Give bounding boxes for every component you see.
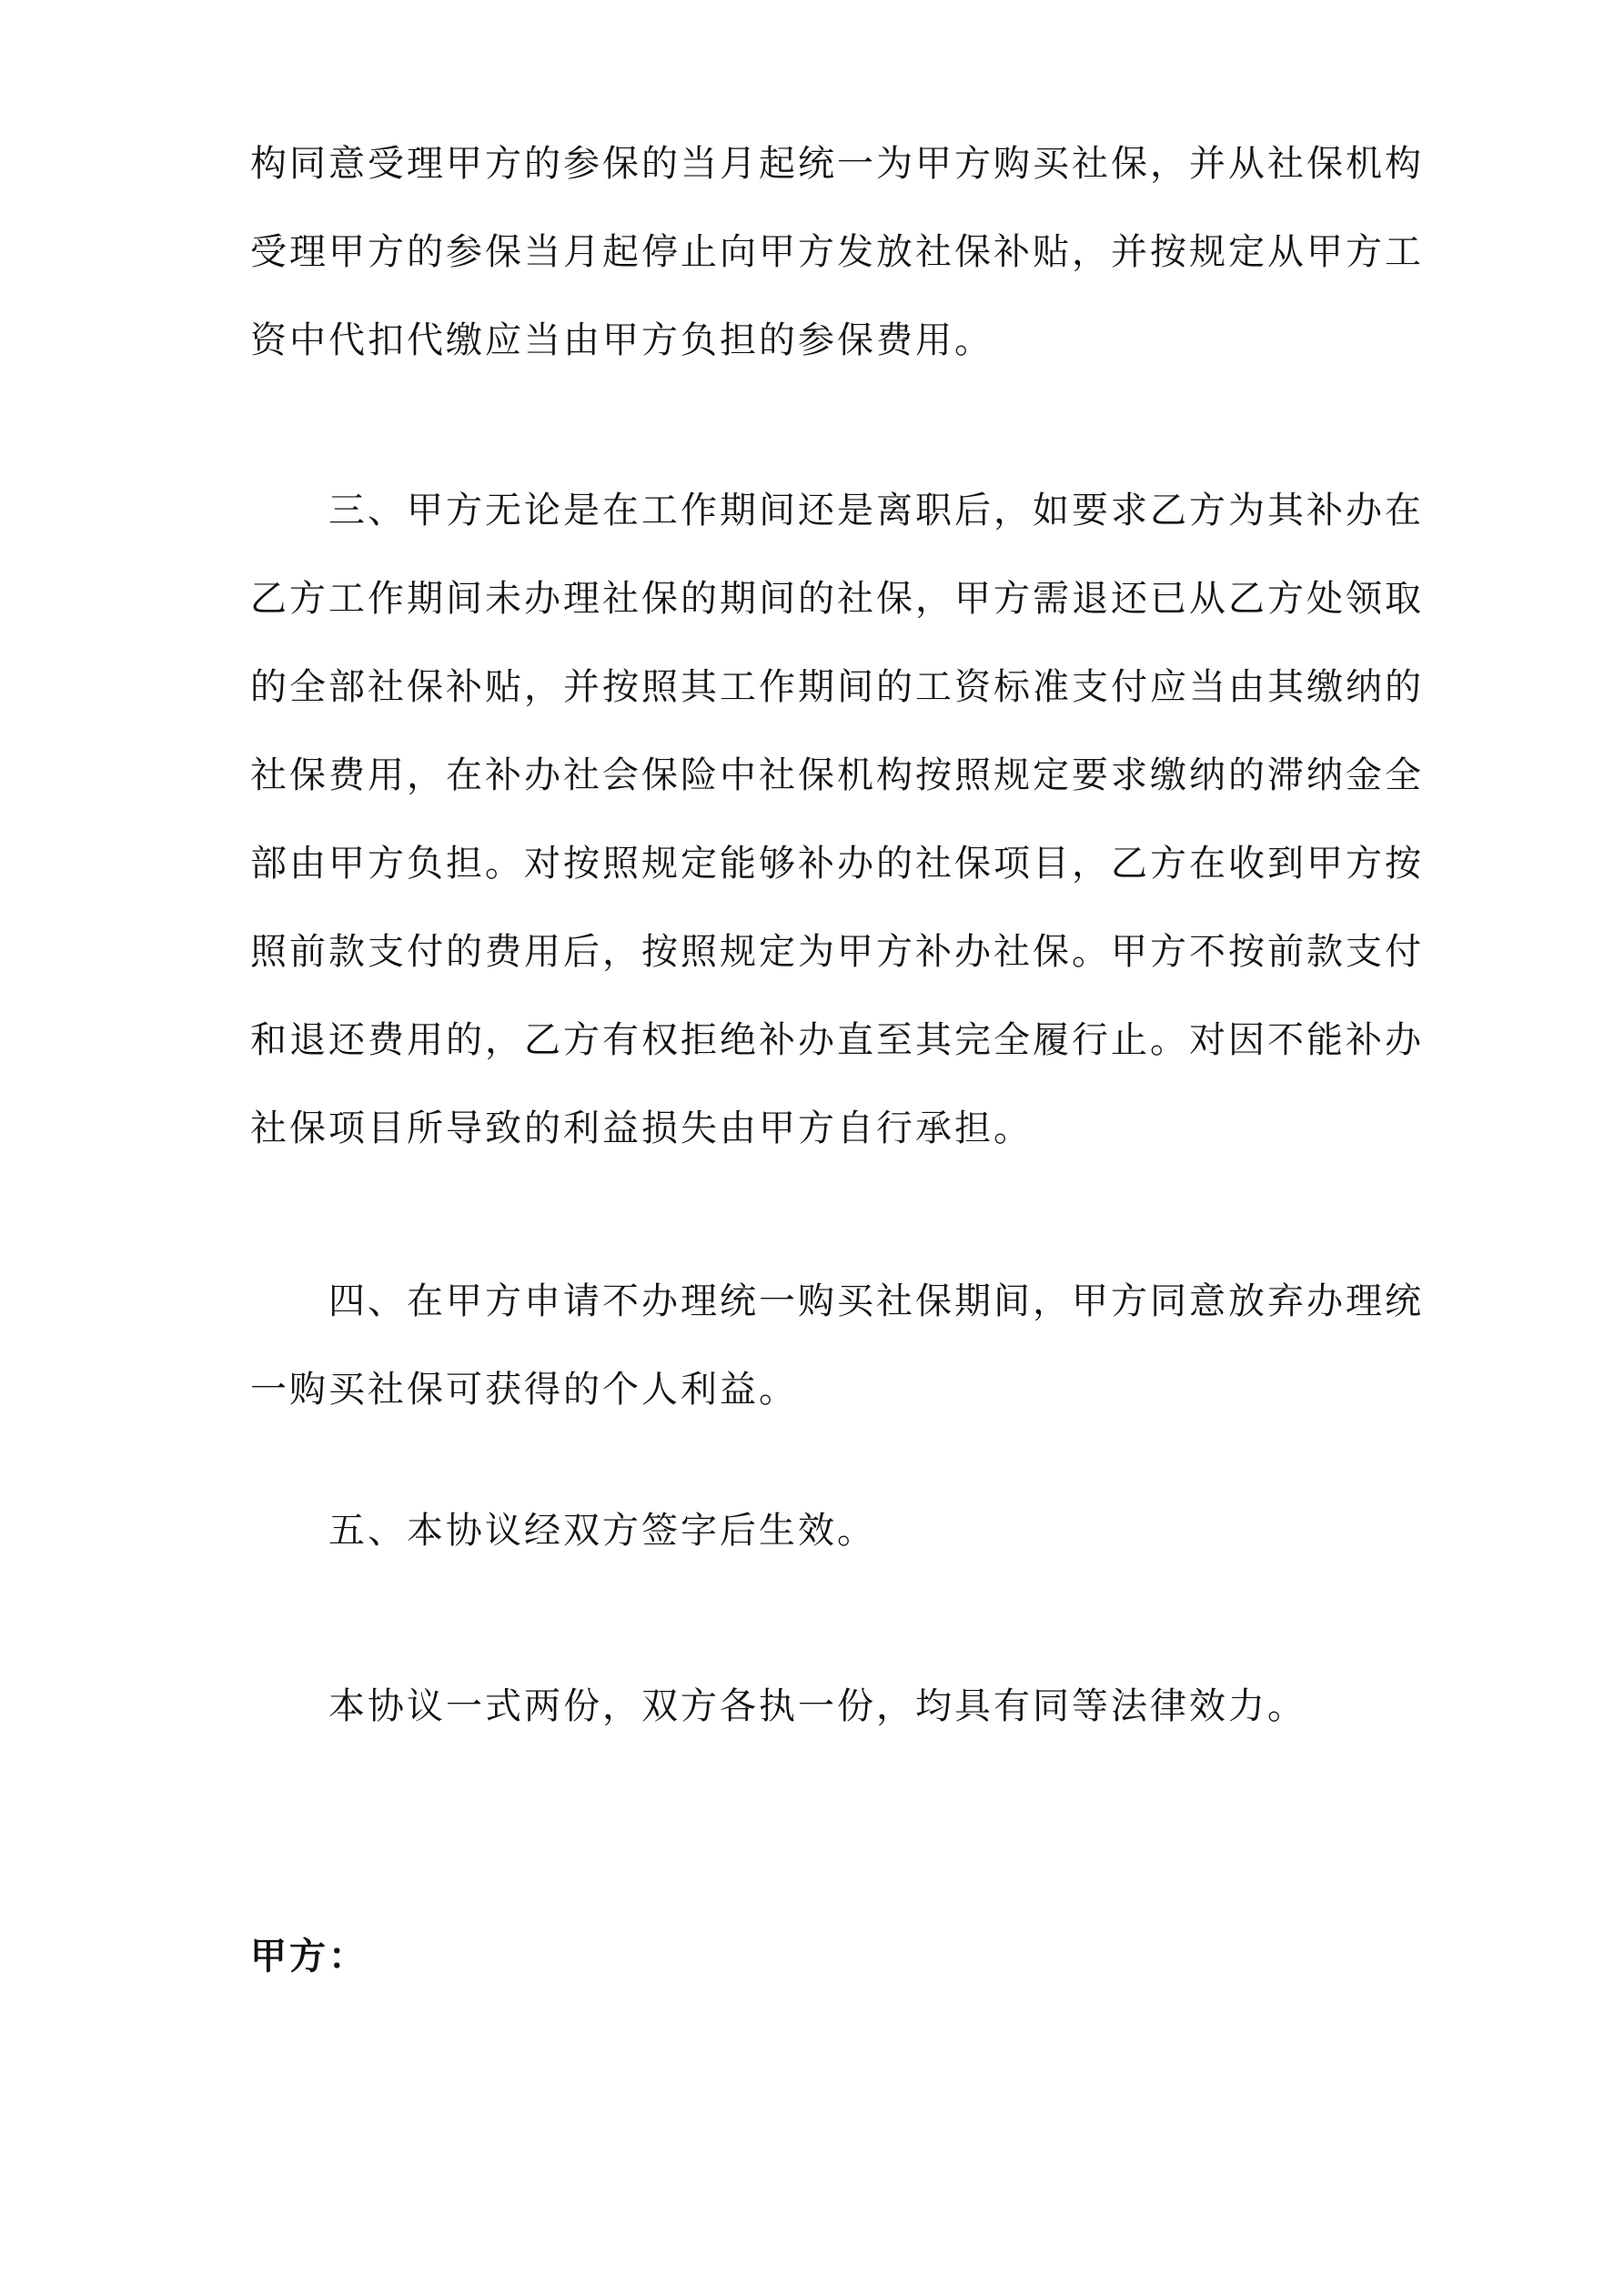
text-line: 一购买社保可获得的个人利益。 — [250, 1369, 798, 1411]
paragraph-copies-statement — [250, 1663, 1383, 1751]
text-line: 五、本协议经双方签字后生效。 — [328, 1510, 876, 1552]
text-line: 资中代扣代缴应当由甲方负担的参保费用。 — [250, 319, 994, 361]
text-line: 照前款支付的费用后，按照规定为甲方补办社保。甲方不按前款支付 — [250, 931, 1424, 973]
text-line: 乙方工作期间未办理社保的期间的社保，甲方需退还已从乙方处领取 — [250, 578, 1424, 620]
text-line: 构同意受理甲方的参保的当月起统一为甲方购买社保，并从社保机构 — [250, 143, 1424, 185]
text-line: 本协议一式两份，双方各执一份，均具有同等法律效力。 — [328, 1685, 1306, 1727]
text-line: 社保项目所导致的利益损失由甲方自行承担。 — [250, 1108, 1033, 1149]
text-line: 三、甲方无论是在工作期间还是离职后，如要求乙方为其补办在 — [328, 490, 1424, 531]
paragraph-clause-five — [250, 1487, 1383, 1575]
paragraph-clause-four — [250, 1258, 1424, 1434]
text-line: 的全部社保补贴，并按照其工作期间的工资标准支付应当由其缴纳的 — [250, 666, 1424, 708]
paragraph-continued-clause — [250, 120, 1424, 385]
party-a-signature-label: 甲方： — [250, 1936, 368, 1977]
text-line: 受理甲方的参保当月起停止向甲方发放社保补贴，并按规定从甲方工 — [250, 231, 1424, 273]
text-line: 四、在甲方申请不办理统一购买社保期间，甲方同意放弃办理统 — [328, 1280, 1424, 1322]
text-line: 和退还费用的，乙方有权拒绝补办直至其完全履行止。对因不能补办 — [250, 1019, 1424, 1061]
text-line: 社保费用，在补办社会保险中社保机构按照规定要求缴纳的滞纳金全 — [250, 754, 1424, 796]
paragraph-clause-three — [250, 467, 1424, 1173]
text-line: 部由甲方负担。对按照规定能够补办的社保项目，乙方在收到甲方按 — [250, 843, 1424, 885]
